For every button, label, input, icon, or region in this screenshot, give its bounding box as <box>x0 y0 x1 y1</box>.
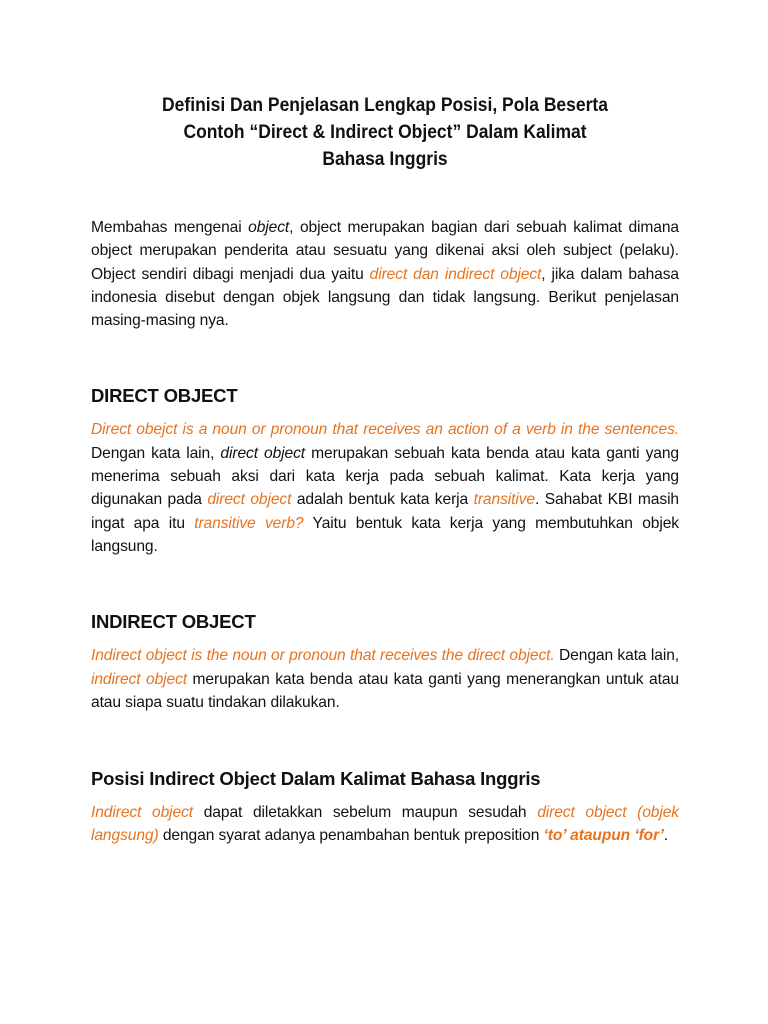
direct-text: Yaitu bentuk kata kerja yang membutuhkan objek langsung. <box>91 514 679 555</box>
posisi-text: dapat diletakkan sebelum maupun sesudah <box>193 804 538 822</box>
direct-object-heading: DIRECT OBJECT <box>91 385 238 407</box>
intro-highlight: direct dan indirect object <box>369 265 542 283</box>
indirect-highlight: indirect object <box>91 670 188 688</box>
direct-text: Dengan kata lain, <box>91 444 221 462</box>
intro-text: , object merupakan bagian dari sebuah kalimat dimana object merupakan penderita atau sesuatu yang dikenai aksi oleh subject (pelaku). Object sendiri dibagi menjadi dua yaitu <box>91 219 679 283</box>
title-line-3: Bahasa Inggris <box>322 149 448 170</box>
posisi-text: . <box>663 827 669 845</box>
direct-text: . Sahabat KBI masih ingat apa itu <box>91 491 680 532</box>
posisi-paragraph <box>91 801 679 848</box>
indirect-text: merupakan kata benda atau kata ganti yang menerangkan untuk atau atau siapa suatu tindakan dilakukan. <box>91 670 679 711</box>
direct-highlight: direct object <box>207 491 292 509</box>
direct-text: merupakan sebuah kata benda atau kata ganti yang menerima sebuah aksi dari kata kerja pada sebuah kalimat. Kata kerja yang digunakan pada <box>91 444 679 509</box>
posisi-indirect-term: Indirect object <box>91 804 194 822</box>
intro-text: , jika dalam bahasa indonesia disebut dengan objek langsung dan tidak langsung. Berikut penjelasan masing-masing nya. <box>91 265 679 330</box>
indirect-definition: Indirect object is the noun or pronoun that receives the direct object. <box>91 647 555 665</box>
document-title <box>115 92 656 173</box>
intro-object-term: object <box>248 219 290 236</box>
intro-text: Membahas mengenai <box>91 219 249 236</box>
posisi-text: dengan syarat adanya penambahan bentuk preposition <box>158 827 544 845</box>
title-line-1: Definisi Dan Penjelasan Lengkap Posisi, Pola Beserta <box>162 95 608 116</box>
transitive-highlight: transitive <box>473 491 535 509</box>
direct-object-paragraph <box>91 418 679 558</box>
transitive-verb-highlight: transitive verb? <box>194 514 304 532</box>
document-page <box>91 92 679 848</box>
indirect-object-paragraph <box>91 644 679 714</box>
indirect-object-heading: INDIRECT OBJECT <box>91 611 256 633</box>
direct-definition: Direct obejct is a noun or pronoun that receives an action of a verb in the sentences. <box>91 421 679 439</box>
direct-term: direct object <box>220 444 306 462</box>
preposition-highlight: ‘to’ ataupun ‘for’ <box>543 827 664 845</box>
intro-paragraph <box>91 216 679 332</box>
direct-text: adalah bentuk kata kerja <box>291 491 474 509</box>
title-line-2: Contoh “Direct & Indirect Object” Dalam Kalimat <box>183 122 587 143</box>
posisi-direct-term: direct object (objek langsung) <box>91 804 679 845</box>
posisi-heading: Posisi Indirect Object Dalam Kalimat Bahasa Inggris <box>91 768 541 790</box>
indirect-text: Dengan kata lain, <box>554 647 680 665</box>
